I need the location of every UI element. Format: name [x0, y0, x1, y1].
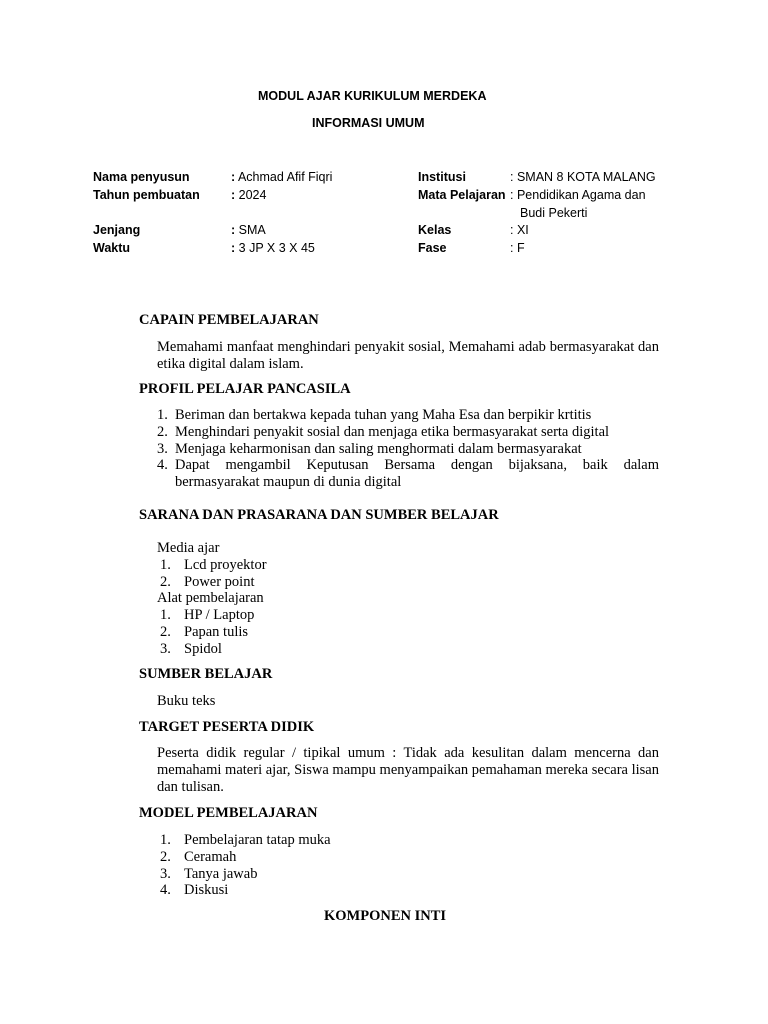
waktu-label: Waktu	[93, 241, 131, 255]
list-item: 1. Pembelajaran tatap muka	[160, 832, 331, 848]
mata-pelajaran-text-line2: Budi Pekerti	[520, 206, 588, 220]
list-item: 1. Beriman dan bertakwa kepada tuhan yang Maha Esa dan berpikir krtitis	[157, 407, 592, 423]
media-item-text: Power point	[184, 573, 255, 590]
list-item: 3. Spidol	[160, 640, 222, 657]
jenjang-text: SMA	[238, 223, 266, 237]
institusi-label: Institusi	[418, 170, 466, 184]
fase-text: F	[516, 241, 525, 255]
list-item: 1. Lcd proyektor	[160, 556, 267, 573]
capain-heading: CAPAIN PEMBELAJARAN	[139, 312, 319, 328]
jenjang-label: Jenjang	[93, 223, 141, 237]
sumber-text: Buku teks	[157, 693, 216, 709]
kelas-value: : XI	[510, 223, 529, 237]
list-item: 2. Papan tulis	[160, 623, 249, 640]
nama-penyusun-value: : Achmad Afif Fiqri	[231, 170, 333, 184]
model-item-text: Tanya jawab	[184, 865, 258, 882]
list-item: 2. Power point	[160, 573, 255, 590]
tahun-pembuatan-value: : 2024	[231, 188, 267, 202]
tahun-pembuatan-label: Tahun pembuatan	[93, 188, 200, 202]
alat-pembelajaran-label: Alat pembelajaran	[157, 590, 264, 607]
model-list	[157, 832, 659, 899]
model-item-text: Pembelajaran tatap muka	[184, 832, 331, 848]
nama-penyusun-label: Nama penyusun	[93, 170, 190, 184]
document-title: MODUL AJAR KURIKULUM MERDEKA	[258, 89, 487, 103]
list-item: 1. HP / Laptop	[160, 607, 255, 624]
sarana-heading: SARANA DAN PRASARANA DAN SUMBER BELAJAR	[139, 507, 499, 523]
alat-item-text: Spidol	[184, 640, 222, 657]
sumber-heading: SUMBER BELAJAR	[139, 666, 273, 682]
mata-pelajaran-value: : Pendidikan Agama dan	[510, 188, 646, 202]
profil-item-text: Beriman dan bertakwa kepada tuhan yang Maha Esa dan berpikir krtitis	[175, 407, 592, 423]
media-ajar-label: Media ajar	[157, 540, 220, 556]
alat-pembelajaran-list	[157, 607, 659, 657]
fase-value: : F	[510, 241, 525, 255]
list-item: 3. Tanya jawab	[160, 865, 258, 882]
model-item-text: Ceramah	[184, 848, 237, 865]
profil-item-text: Menjaga keharmonisan dan saling menghormati dalam bermasyarakat	[175, 440, 582, 457]
fase-label: Fase	[418, 241, 447, 255]
nama-penyusun-text: Achmad Afif Fiqri	[237, 170, 333, 184]
mata-pelajaran-text-line1: Pendidikan Agama dan	[516, 188, 646, 202]
tahun-pembuatan-text: 2024	[238, 188, 267, 202]
alat-item-text: Papan tulis	[184, 623, 249, 640]
profil-list	[157, 407, 659, 491]
list-item: 3. Menjaga keharmonisan dan saling menghormati dalam bermasyarakat	[157, 440, 582, 457]
list-item: 2. Menghindari penyakit sosial dan menjaga etika bermasyarakat serta digital	[157, 423, 610, 440]
informasi-umum-heading: INFORMASI UMUM	[312, 116, 425, 130]
profil-heading: PROFIL PELAJAR PANCASILA	[139, 381, 351, 397]
media-item-text: Lcd proyektor	[184, 556, 267, 573]
list-item: 2. Ceramah	[160, 848, 237, 865]
list-item: 4. Diskusi	[160, 882, 229, 899]
mata-pelajaran-label: Mata Pelajaran	[418, 188, 506, 202]
target-heading: TARGET PESERTA DIDIK	[139, 719, 315, 735]
model-heading: MODEL PEMBELAJARAN	[139, 805, 318, 821]
waktu-value: : 3 JP X 3 X 45	[231, 241, 315, 255]
model-item-text: Diskusi	[184, 882, 229, 899]
target-text: Peserta didik regular / tipikal umum : Tidak ada kesulitan dalam mencerna dan memahami materi ajar, Siswa mampu menyampaikan pemahaman mereka secara lisan dan tulisan.	[157, 745, 659, 795]
kelas-text: XI	[516, 223, 529, 237]
waktu-text: 3 JP X 3 X 45	[238, 241, 315, 255]
profil-item-text: Menghindari penyakit sosial dan menjaga etika bermasyarakat serta digital	[175, 423, 610, 440]
capain-text: Memahami manfaat menghindari penyakit sosial, Memahami adab bermasyarakat dan etika digital dalam islam.	[157, 339, 659, 372]
profil-item-text: Dapat mengambil Keputusan Bersama dengan bijaksana, baik dalam bermasyarakat maupun di dunia digital	[175, 457, 659, 491]
institusi-text: SMAN 8 KOTA MALANG	[516, 170, 656, 184]
media-ajar-list	[157, 557, 659, 591]
kelas-label: Kelas	[418, 223, 452, 237]
alat-item-text: HP / Laptop	[184, 607, 255, 624]
list-item: 4. Dapat mengambil Keputusan Bersama dengan bijaksana, baik dalam bermasyarakat maupun di dunia digital	[157, 457, 659, 491]
komponen-inti-heading: KOMPONEN INTI	[323, 908, 447, 924]
institusi-value: : SMAN 8 KOTA MALANG	[510, 170, 656, 184]
jenjang-value: : SMA	[231, 223, 266, 237]
